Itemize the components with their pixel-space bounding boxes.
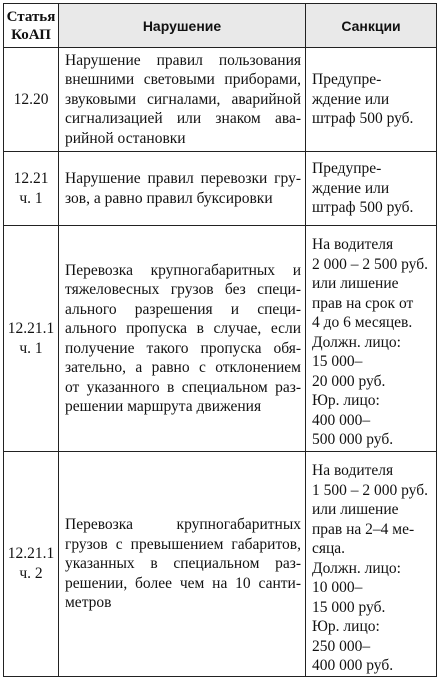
violation-line: Перевозка крупногабаритных и <box>65 261 301 279</box>
sanctions-line: 1 500 – 2 000 руб. <box>312 481 428 499</box>
sanctions-line: штраф 500 руб. <box>312 199 414 217</box>
article-line: ч. 2 <box>19 564 43 582</box>
sanctions-line: 10 000– <box>312 579 363 596</box>
header-article-line: Статья <box>6 8 56 25</box>
sanctions-line: 400 000– <box>312 411 371 429</box>
sanctions-line: ждение или <box>312 90 390 108</box>
violation-cell <box>59 48 306 152</box>
sanctions-line: Должн. лицо: <box>312 333 401 351</box>
header-violation: Нарушение <box>59 4 306 48</box>
sanctions-line: или лишение <box>312 501 399 518</box>
violation-line: решении, более чем на 10 санти- <box>65 574 301 592</box>
violation-line: зов, а равно правил буксировки <box>65 189 273 207</box>
violation-line: рийной остановки <box>65 129 186 147</box>
sanctions-line: 250 000– <box>312 637 371 655</box>
violation-line: получение такого пропуска обя- <box>65 339 301 357</box>
violation-cell <box>59 452 306 677</box>
article-cell <box>4 48 59 152</box>
sanctions-line: или лишение <box>312 275 399 292</box>
violation-line: зательно, а равно с отклонением <box>65 359 301 376</box>
violation-line: Перевозка крупногабаритных <box>65 516 301 533</box>
sanctions-line: 15 000 руб. <box>312 598 386 616</box>
sanctions-line: Должн. лицо: <box>312 559 401 577</box>
sanctions-line: сяца. <box>312 540 346 557</box>
violation-line: Нарушение правил пользования <box>65 51 301 69</box>
article-cell <box>4 452 59 677</box>
sanctions-line: На водителя <box>312 236 394 253</box>
violation-line: от указанного в специальном раз- <box>65 378 301 396</box>
violation-line: указанных в специальном раз- <box>65 555 301 572</box>
header-article-line: КоАП <box>11 26 51 43</box>
header-article <box>4 4 59 48</box>
violation-cell <box>59 226 306 452</box>
violation-line: ального разрешения и специ- <box>65 300 301 318</box>
sanctions-line: ждение или <box>312 179 390 197</box>
sanctions-line: 4 до 6 месяцев. <box>312 314 413 331</box>
sanctions-line: Предупре- <box>312 71 382 89</box>
article-line: ч. 1 <box>19 339 43 357</box>
sanctions-cell <box>306 452 437 677</box>
violation-line: решении маршрута движения <box>65 398 262 415</box>
article-line: 12.20 <box>13 90 49 108</box>
sanctions-line: 400 000 руб. <box>312 657 394 674</box>
sanctions-cell <box>306 48 437 152</box>
sanctions-cell <box>306 226 437 452</box>
violation-line: грузов с превышением габаритов, <box>65 535 301 553</box>
sanctions-cell <box>306 152 437 226</box>
article-cell <box>4 226 59 452</box>
sanctions-line: Юр. лицо: <box>312 392 380 409</box>
header-sanctions: Санкции <box>306 4 437 48</box>
article-line: ч. 1 <box>19 189 43 207</box>
sanctions-line: прав на срок от <box>312 294 414 312</box>
sanctions-line: Юр. лицо: <box>312 618 380 635</box>
violation-line: тяжеловесных грузов без специ- <box>65 281 301 298</box>
article-line: 12.21.1 <box>7 320 55 337</box>
table-row <box>4 152 437 226</box>
sanctions-line: прав на 2–4 ме- <box>312 520 415 538</box>
violation-cell <box>59 152 306 226</box>
sanctions-table <box>3 3 437 677</box>
table-row <box>4 226 437 452</box>
sanctions-line: На водителя <box>312 462 394 479</box>
sanctions-line: Предупре- <box>312 160 382 178</box>
article-line: 12.21 <box>13 170 49 187</box>
sanctions-line: 15 000– <box>312 353 363 370</box>
sanctions-line: 2 000 – 2 500 руб. <box>312 255 428 273</box>
violation-line: ального пропуска в случае, если <box>65 320 301 337</box>
article-line: 12.21.1 <box>7 545 55 563</box>
violation-line: внешними световыми приборами, <box>65 71 301 89</box>
violation-line: Нарушение правил перевозки гру- <box>65 170 301 187</box>
sanctions-line: 500 000 руб. <box>312 431 394 448</box>
violation-line: сигнализацией или знаком ава- <box>65 110 301 128</box>
violation-line: звуковыми сигналами, аварийной <box>65 90 301 108</box>
violation-line: метров <box>65 594 112 611</box>
article-cell <box>4 152 59 226</box>
table-row <box>4 452 437 677</box>
header-row <box>4 4 437 48</box>
sanctions-line: штраф 500 руб. <box>312 110 414 128</box>
sanctions-line: 20 000 руб. <box>312 372 386 390</box>
table-row <box>4 48 437 152</box>
